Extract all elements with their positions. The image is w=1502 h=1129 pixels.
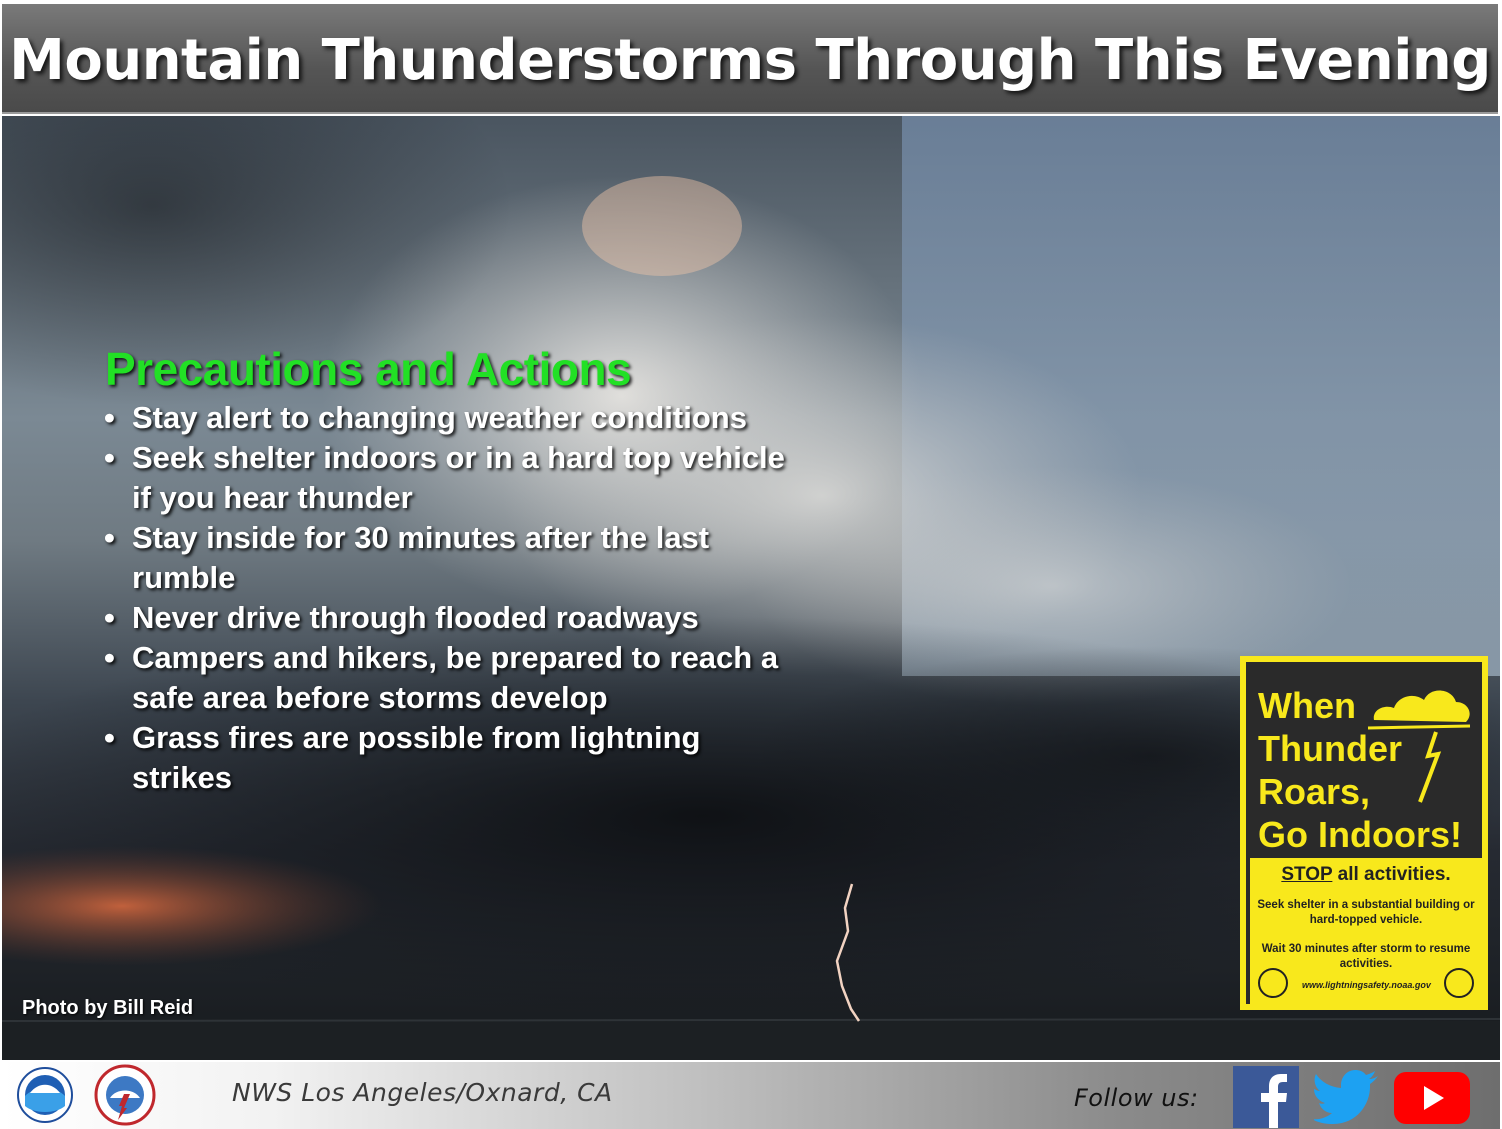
sign-stop-word: STOP [1281, 864, 1333, 885]
office-name: NWS Los Angeles/Oxnard, CA [232, 1078, 613, 1107]
precaution-item: • Grass fires are possible from lightning strikes [104, 718, 804, 798]
page-title: Mountain Thunderstorms Through This Evening [9, 28, 1491, 93]
precaution-item: • Campers and hikers, be prepared to reach a safe area before storms develop [104, 638, 804, 718]
nws-seal-icon [1444, 968, 1474, 998]
sign-panel [1244, 660, 1484, 1006]
nws-logo[interactable] [94, 1064, 156, 1126]
sign-stop-text [1250, 864, 1482, 886]
precaution-item: • Seek shelter indoors or in a hard top vehicle if you hear thunder [104, 438, 804, 518]
noaa-seal-icon [1258, 968, 1288, 998]
sign-url: www.lightningsafety.noaa.gov [1302, 980, 1431, 990]
sign-shelter-text: Seek shelter in a substantial building or hard-topped vehicle. [1257, 899, 1475, 926]
sign-headline-line: Roars, [1258, 771, 1371, 812]
noaa-logo[interactable] [16, 1066, 74, 1124]
storm-cloud-lightning-icon [1366, 676, 1476, 806]
follow-us-label: Follow us: [1074, 1084, 1199, 1112]
precaution-item: • Stay alert to changing weather conditions [104, 398, 804, 438]
footer [2, 1062, 1500, 1129]
sign-headline-line: When [1258, 685, 1356, 726]
precaution-item: • Never drive through flooded roadways [104, 598, 804, 638]
sign-wait-text: Wait 30 minutes after storm to resume activities. [1261, 943, 1471, 970]
sign-headline-line: Thunder [1258, 728, 1402, 769]
sign-stop-rest: all activities. [1332, 864, 1451, 885]
sign-instructions [1250, 858, 1482, 1004]
youtube-icon[interactable] [1394, 1072, 1470, 1124]
title-bar [2, 4, 1498, 114]
facebook-icon[interactable] [1233, 1066, 1299, 1128]
sign-headline-line: Go Indoors! [1258, 814, 1462, 855]
precautions-heading: Precautions and Actions [105, 343, 632, 395]
photo-credit: Photo by Bill Reid [22, 997, 194, 1019]
twitter-icon[interactable] [1314, 1068, 1380, 1124]
precaution-item: • Stay inside for 30 minutes after the last rumble [104, 518, 804, 598]
lightning-safety-sign [1240, 656, 1488, 1010]
precautions-list [104, 398, 804, 798]
